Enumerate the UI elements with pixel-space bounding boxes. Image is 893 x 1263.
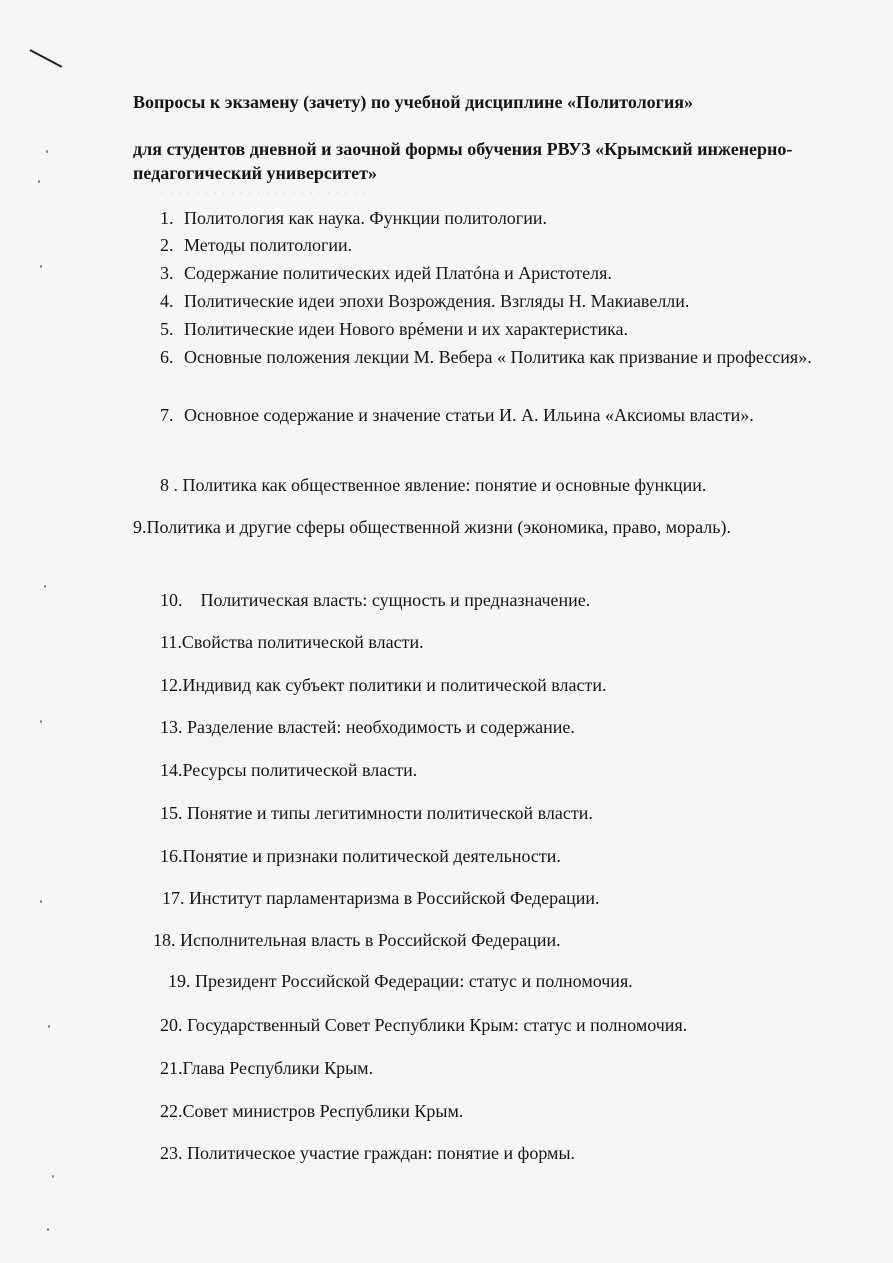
question-text: Политическая власть: сущность и предназначение. bbox=[200, 590, 591, 610]
question-number: 21. bbox=[160, 1058, 183, 1078]
question-text-block bbox=[133, 515, 836, 539]
question-text: Политические идеи эпохи Возрождения. Взгляды Н. Макиавелли. bbox=[184, 291, 690, 311]
question-number: 6. bbox=[160, 347, 174, 367]
question-number: 5. bbox=[160, 319, 174, 339]
question-item bbox=[160, 588, 590, 612]
question-item bbox=[160, 233, 353, 257]
question-text: Политические идеи Нового врéмени и их характеристика. bbox=[184, 319, 629, 339]
question-number: 12. bbox=[160, 675, 183, 695]
question-number: 14. bbox=[160, 760, 183, 780]
question-text: Ресурсы политической власти. bbox=[182, 760, 418, 780]
question-item bbox=[160, 1056, 373, 1080]
question-number: 18. bbox=[153, 930, 176, 950]
question-number: 2. bbox=[160, 235, 174, 255]
question-text: Содержание политических идей Платóна и Аристотеля. bbox=[184, 263, 612, 283]
bleed-through: · · · · · · · · · · · · · · · · · · · · · · · · bbox=[160, 186, 367, 202]
pen-mark bbox=[30, 49, 63, 68]
question-text: Институт парламентаризма в Российской Федерации. bbox=[189, 888, 600, 908]
question-text: Государственный Совет Республики Крым: статус и полномочия. bbox=[187, 1015, 688, 1035]
question-text: Политология как наука. Функции политологии. bbox=[184, 208, 547, 228]
question-number: 22. bbox=[160, 1101, 183, 1121]
question-number: 8 . bbox=[160, 475, 178, 495]
question-item bbox=[133, 515, 836, 539]
question-item bbox=[160, 673, 607, 697]
question-item bbox=[160, 801, 593, 825]
question-text: Свойства политической власти. bbox=[181, 632, 424, 652]
question-number: 3. bbox=[160, 263, 174, 283]
question-number: 11. bbox=[160, 632, 182, 652]
scan-speck bbox=[47, 1228, 49, 1231]
question-item bbox=[160, 289, 690, 313]
question-text: Политика как общественное явление: понятие и основные функции. bbox=[182, 475, 707, 495]
question-text: Понятие и типы легитимности политической власти. bbox=[187, 803, 593, 823]
question-item bbox=[160, 317, 629, 341]
question-item bbox=[160, 1013, 687, 1037]
scan-speck bbox=[38, 180, 40, 183]
question-item bbox=[160, 206, 547, 230]
question-number: 10. bbox=[160, 590, 183, 610]
question-number: 13. bbox=[160, 717, 183, 737]
question-item bbox=[160, 473, 706, 497]
question-text: Основные положения лекции М. Вебера « Политика как призвание и профессия». bbox=[184, 347, 812, 367]
question-text: Глава Республики Крым. bbox=[182, 1058, 374, 1078]
question-item bbox=[162, 886, 600, 910]
scan-speck bbox=[48, 1025, 50, 1028]
question-number: 23. bbox=[160, 1143, 183, 1163]
scan-speck bbox=[46, 150, 48, 153]
question-number: 19. bbox=[168, 971, 191, 991]
question-number: 1. bbox=[160, 208, 174, 228]
question-text: Политическое участие граждан: понятие и формы. bbox=[187, 1143, 576, 1163]
question-number: 7. bbox=[160, 405, 174, 425]
scan-speck bbox=[40, 265, 42, 268]
scan-speck bbox=[40, 720, 42, 723]
question-item bbox=[160, 1141, 575, 1165]
question-number: 20. bbox=[160, 1015, 183, 1035]
question-number: 16. bbox=[160, 846, 183, 866]
question-text: Основное содержание и значение статьи И. А. Ильина «Аксиомы власти». bbox=[184, 405, 754, 425]
question-item bbox=[168, 969, 633, 993]
question-item bbox=[160, 844, 561, 868]
question-text: Совет министров Республики Крым. bbox=[182, 1101, 464, 1121]
question-text: Разделение властей: необходимость и содержание. bbox=[187, 717, 575, 737]
exam-title: Вопросы к экзамену (зачету) по учебной дисциплине «Политология» bbox=[133, 92, 693, 112]
question-text: Исполнительная власть в Российской Федерации. bbox=[180, 930, 561, 950]
question-item bbox=[160, 261, 612, 285]
question-text: Методы политологии. bbox=[184, 235, 353, 255]
question-item bbox=[153, 928, 561, 952]
question-number: 15. bbox=[160, 803, 183, 823]
question-item bbox=[160, 630, 424, 654]
question-text: Индивид как субъект политики и политической власти. bbox=[182, 675, 607, 695]
question-number: 4. bbox=[160, 291, 174, 311]
question-text: Понятие и признаки политической деятельности. bbox=[182, 846, 561, 866]
question-item bbox=[160, 403, 836, 427]
question-number: 17. bbox=[162, 888, 185, 908]
scan-speck bbox=[44, 585, 46, 588]
question-item bbox=[160, 345, 836, 369]
question-number: 9. bbox=[133, 517, 147, 537]
question-item bbox=[160, 758, 417, 782]
question-text: Президент Российской Федерации: статус и полномочия. bbox=[195, 971, 633, 991]
question-text: Политика и другие сферы общественной жизни (экономика, право, мораль). bbox=[146, 517, 731, 537]
question-item bbox=[160, 715, 575, 739]
exam-subtitle: для студентов дневной и заочной формы обучения РВУЗ «Крымский инженерно-педагогический университет» bbox=[133, 139, 793, 183]
scan-speck bbox=[52, 1175, 54, 1178]
scan-speck bbox=[40, 900, 42, 903]
question-item bbox=[160, 1099, 463, 1123]
